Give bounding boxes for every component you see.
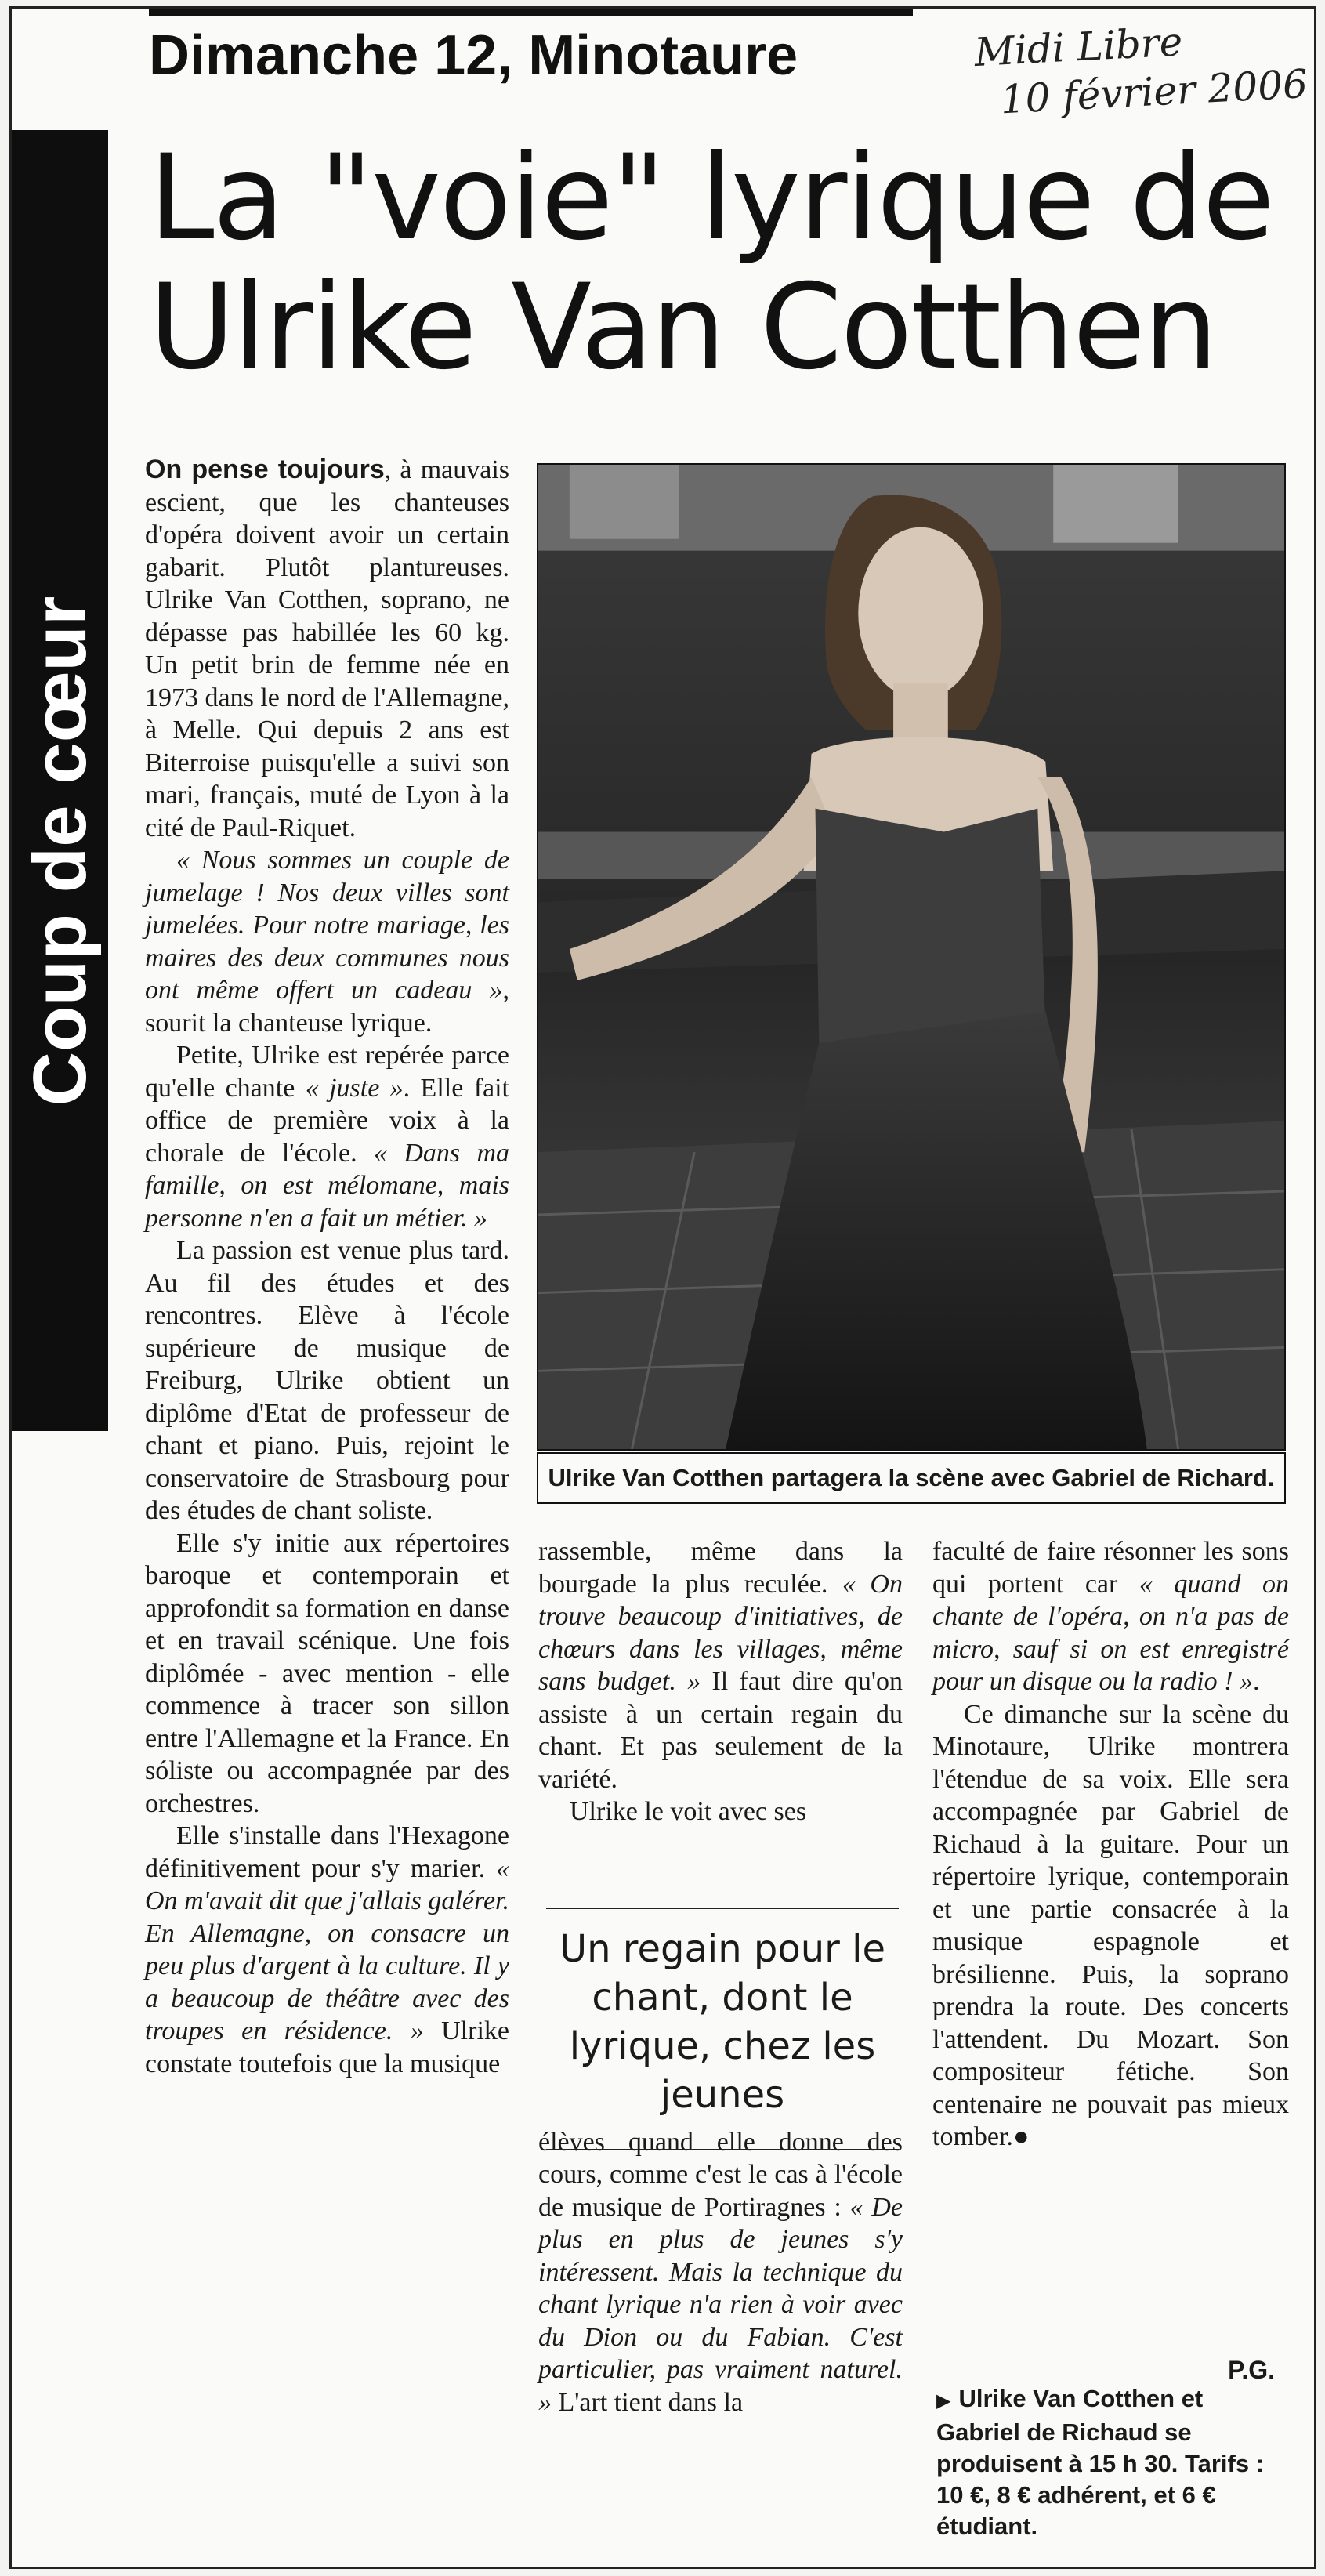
rubric-label: Coup de cœur	[18, 596, 102, 1107]
paragraph	[145, 1039, 509, 1234]
text: Elle s'installe dans l'Hexagone définitivement pour s'y marier.	[145, 1821, 509, 1883]
kicker: Dimanche 12, Minotaure	[149, 24, 798, 87]
paragraph	[932, 1698, 1289, 2154]
text: , sourit la chanteuse lyrique.	[145, 976, 509, 1038]
paragraph	[932, 1535, 1289, 1698]
text: élèves quand elle donne des cours, comme c'est le cas à l'école de musique de Portiragnes :	[538, 2127, 903, 2222]
text: rassemble, même dans la bourgade la plus reculée.	[538, 1537, 903, 1599]
quote: « On m'avait dit que j'allais galérer. En Allemagne, on consacre un peu plus d'argent à la culture. Il y a beaucoup de théâtre avec des troupes en résidence. »	[145, 1853, 509, 2045]
quote: « Dans ma famille, on est mélomane, mais personne n'en a fait un métier. »	[145, 1138, 509, 1233]
photo-icon	[538, 465, 1284, 1449]
paragraph: La passion est venue plus tard. Au fil des études et des rencontres. Elève à l'école supérieure de musique de Freiburg, Ulrike obtient un diplôme d'Etat de professeur de chant et piano. Puis, rejoint le conservatoire de Strasbourg pour des études de chant soliste.	[145, 1236, 509, 1525]
text: L'art tient dans la	[552, 2387, 744, 2417]
text: . Elle fait office de première voix à la chorale de l'école.	[145, 1073, 509, 1168]
newspaper-clipping	[9, 6, 1316, 2569]
handwritten-date: 10 février 2006	[999, 60, 1309, 123]
end-mark: ●	[1012, 2122, 1030, 2151]
text: Petite, Ulrike est repérée parce qu'elle chante	[145, 1041, 509, 1103]
triangle-bullet-icon: ▶	[936, 2390, 951, 2411]
column-3	[932, 1535, 1289, 2154]
quote: « juste »	[305, 1073, 404, 1103]
practical-info	[936, 2383, 1289, 2542]
quote: « quand on chante de l'opéra, on n'a pas de micro, sauf si on est enregistré pour un disque ou la radio ! »	[932, 1569, 1289, 1696]
column-1	[145, 454, 509, 2080]
photo	[537, 463, 1286, 1451]
rubric-band	[12, 130, 108, 1431]
pull-quote: Un regain pour le chant, dont le lyrique, chez les jeunes	[546, 1908, 899, 2150]
headline: La "voie" lyrique de Ulrike Van Cotthen	[149, 130, 1273, 396]
quote: « On trouve beaucoup d'initiatives, de chœurs dans les villages, même sans budget. »	[538, 1569, 903, 1696]
top-rule	[149, 9, 913, 16]
paragraph	[538, 2126, 903, 2419]
lead-in: On pense toujours	[145, 455, 385, 484]
handwritten-note	[973, 11, 1309, 125]
author-signature: P.G.	[1228, 2356, 1275, 2384]
text: Il faut dire qu'on assiste à un certain regain du chant. Et pas seulement de la variété.	[538, 1667, 903, 1794]
paragraph	[145, 1820, 509, 2080]
paragraph	[145, 454, 509, 844]
paragraph	[145, 844, 509, 1039]
text: .	[1252, 1667, 1260, 1696]
text: , à mauvais escient, que les chanteuses d'opéra doivent avoir un certain gabarit. Plutôt plantureuses. Ulrike Van Cotthen, soprano, ne dépasse pas habillée les 60 kg. Un petit brin de femme née en 1973 dans le nord de l'Allemagne, à Melle. Qui depuis 2 ans est Biterroise puisqu'elle a suivi son mari, français, muté de Lyon à la cité de Paul-Riquet.	[145, 455, 510, 842]
text: Ulrike constate toutefois que la musique	[145, 2016, 509, 2078]
photo-caption: Ulrike Van Cotthen partagera la scène avec Gabriel de Richard.	[537, 1452, 1286, 1504]
quote: « De plus en plus de jeunes s'y intéressent. Mais la technique du chant lyrique n'a rien à voir avec du Dion ou du Fabian. C'est particulier, pas vraiment naturel. »	[538, 2192, 903, 2417]
quote: « Nous sommes un couple de jumelage ! Nos deux villes sont jumelées. Pour notre mariage, les maires des deux communes nous ont même offert un cadeau »	[145, 846, 509, 1005]
text: Ce dimanche sur la scène du Minotaure, Ulrike montrera l'étendue de sa voix. Elle sera accompagnée par Gabriel de Richaud à la guitare. Pour un répertoire lyrique, contemporain et une partie consacrée à la musique espagnole et brésilienne. Puis, la soprano prendra la route. Des concerts l'attendent. Du Mozart. Son compositeur fétiche. Son centenaire ne pouvait pas mieux tomber.	[932, 1699, 1289, 2151]
info-text: Ulrike Van Cotthen et Gabriel de Richaud se produisent à 15 h 30. Tarifs : 10 €, 8 € adhérent, et 6 € étudiant.	[936, 2385, 1265, 2540]
handwritten-source: Midi Libre	[973, 19, 1184, 76]
paragraph: Ulrike le voit avec ses	[570, 1797, 807, 1826]
paragraph: Elle s'y initie aux répertoires baroque et contemporain et approfondit sa formation en danse et en travail scénique. Une fois diplômée - avec mention - elle commence à tracer son sillon entre l'Allemagne et la France. En sóliste ou accompagnée par des orchestres.	[145, 1528, 509, 1818]
text: faculté de faire résonner les sons qui portent car	[932, 1537, 1289, 1599]
paragraph	[538, 1535, 903, 1795]
